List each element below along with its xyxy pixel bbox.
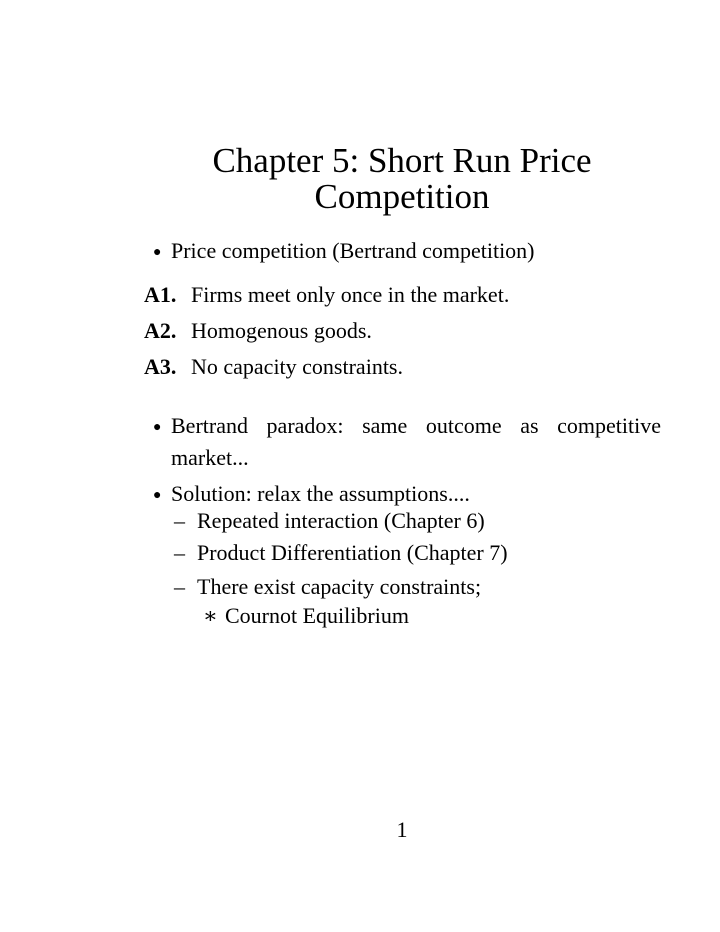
bullet-solution xyxy=(153,481,470,509)
assumption-label: A1. xyxy=(144,282,177,307)
page-number: 1 xyxy=(396,817,408,842)
assumption-a3 xyxy=(144,354,403,380)
bullet-icon: ● xyxy=(153,420,162,435)
subitem-text: Repeated interaction (Chapter 6) xyxy=(197,508,485,533)
assumption-a1 xyxy=(144,282,509,308)
assumption-text: Firms meet only once in the market. xyxy=(191,282,510,307)
bullet-icon: ● xyxy=(153,488,162,503)
subitem-text: Product Differentiation (Chapter 7) xyxy=(197,540,508,565)
asterisk-icon: ∗ xyxy=(203,603,218,628)
bullet-paradox-line-2: market... xyxy=(171,445,249,470)
bullet-text: Price competition (Bertrand competition) xyxy=(171,238,535,263)
dash-icon: – xyxy=(174,540,185,565)
bullet-icon: ● xyxy=(153,245,162,260)
subitem-product-differentiation xyxy=(174,540,508,566)
assumption-label: A2. xyxy=(144,318,177,343)
chapter-title-line-2: Competition xyxy=(314,177,490,216)
assumption-text: Homogenous goods. xyxy=(191,318,372,343)
assumption-text: No capacity constraints. xyxy=(191,354,403,379)
assumption-a2 xyxy=(144,318,372,344)
dash-icon: – xyxy=(174,508,185,533)
subsubitem-text: Cournot Equilibrium xyxy=(225,603,409,628)
assumption-label: A3. xyxy=(144,354,177,379)
subitem-capacity-constraints xyxy=(174,574,481,600)
chapter-title xyxy=(100,143,704,215)
bullet-price-competition xyxy=(153,238,535,266)
subitem-text: There exist capacity constraints; xyxy=(197,574,482,599)
subitem-repeated-interaction xyxy=(174,508,485,534)
chapter-title-line-1: Chapter 5: Short Run Price xyxy=(212,141,592,180)
bullet-paradox-line-1: Bertrand paradox: same outcome as competitive xyxy=(171,413,661,438)
dash-icon: – xyxy=(174,574,185,599)
subsubitem-cournot-equilibrium xyxy=(203,603,409,629)
bullet-text: Solution: relax the assumptions.... xyxy=(171,481,470,506)
bullet-icon-paradox xyxy=(153,413,171,441)
